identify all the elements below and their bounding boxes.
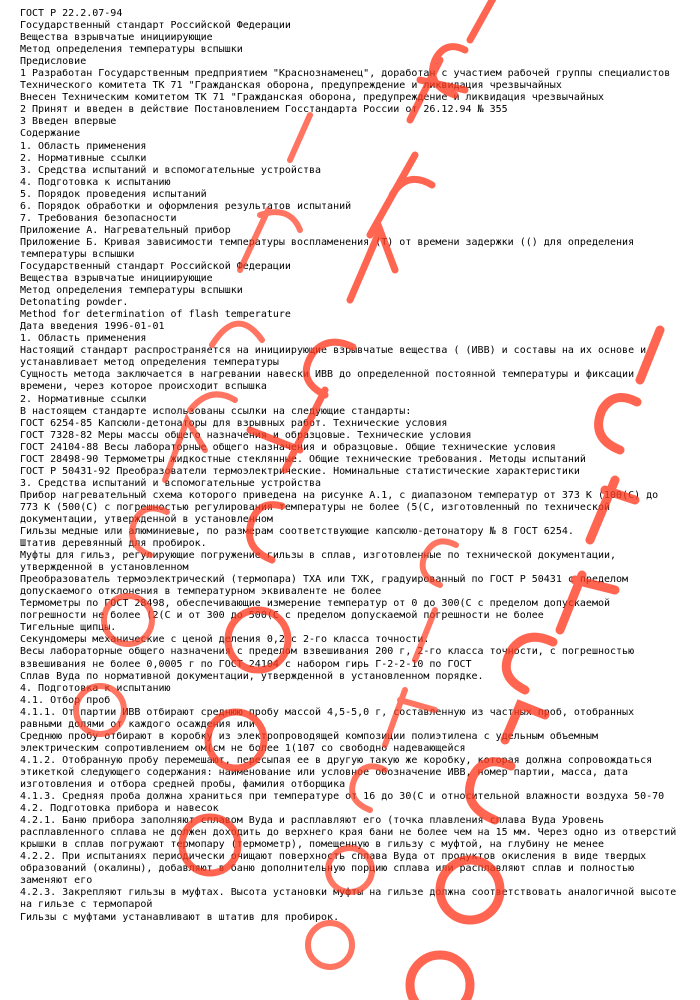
text-line: 4.2. Подготовка прибора и навесок	[20, 803, 219, 815]
text-line: Прибор нагревательный схема которого приведена на рисунке А.1, с диапазоном температур от 373 К (100(С) до 773 К (500(С) с погрешностью регулирования температуры не более (5(С, изготовленный по технической документации, утвержденной в установленном	[20, 489, 665, 525]
text-line: Секундомеры механические с ценой деления 0,2 с 2-го класса точности.	[20, 634, 430, 646]
text-line: Содержание	[20, 128, 81, 140]
text-line: Вещества взрывчатые инициирующие	[20, 32, 213, 44]
text-line: 4.1. Отбор проб	[20, 694, 111, 706]
text-line: Гильзы с муфтами устанавливают в штатив для пробирок.	[20, 911, 340, 923]
text-line: Приложение Б. Кривая зависимости температуры воспламенения (Т) от времени задержки (() для определения температуры вспышки	[20, 236, 641, 260]
text-line: ГОСТ 6254-85 Капсюли-детонаторы для взрывных работ. Технические условия	[20, 417, 448, 429]
text-line: 4.2.3. Закрепляют гильзы в муфтах. Высота установки муфты на гильзе должна соответствовать аналогичной высоте на гильзе с термопарой	[20, 887, 683, 911]
text-line: В настоящем стандарте использованы ссылки на следующие стандарты:	[20, 405, 412, 417]
text-line: 4.1.3. Средняя проба должна храниться при температуре от 16 до 30(С и относительной влажности воздуха 50-70	[20, 791, 665, 803]
text-line: 2. Нормативные ссылки	[20, 393, 147, 405]
text-line: Государственный стандарт Российской Федерации	[20, 260, 291, 272]
text-line: 4.2.2. При испытаниях периодически очищают поверхность сплава Вуда от продуктов окисления в виде твердых образований (окалины), добавляют в баню дополнительную порцию сплава или расплавляют сплав и полностью заменяют его	[20, 851, 653, 887]
text-line: Штатив деревянный для пробирок.	[20, 538, 207, 550]
text-line: Сущность метода заключается в нагревании навески ИВВ до определенной постоянной температуры и фиксации времени, через которое происходит вспышка	[20, 369, 641, 393]
text-line: Муфты для гильз, регулирующие погружение гильзы в сплав, изготовленные по технической документации, утвержденной в установленном	[20, 550, 623, 574]
text-line: Method for determination of flash temperature	[20, 309, 291, 321]
text-line: Дата введения 1996-01-01	[20, 321, 165, 333]
text-line: Вещества взрывчатые инициирующие	[20, 273, 213, 285]
text-line: Сплав Вуда по нормативной документации, утвержденной в установленном порядке.	[20, 670, 484, 682]
text-line: ГОСТ Р 50431-92 Преобразователи термоэлектрические. Номинальные статистические характеристики	[20, 465, 580, 477]
text-line: 6. Порядок обработки и оформления результатов испытаний	[20, 200, 352, 212]
text-line: 3 Введен впервые	[20, 116, 117, 128]
text-line: 7. Требования безопасности	[20, 212, 177, 224]
text-line: 2 Принят и введен в действие Постановлением Госстандарта России от 26.12.94 № 355	[20, 104, 508, 116]
document-body	[20, 8, 683, 924]
text-line: 4.1.1. От партии ИВВ отбирают среднюю пробу массой 4,5-5,0 г, составленную из частных проб, отобранных равными долями от каждого осаждения или	[20, 706, 641, 730]
text-line: Настоящий стандарт распространяется на инициирующие взрывчатые вещества ( (ИВВ) и составы на их основе и устанавливает метод определения температуры	[20, 345, 653, 369]
text-line: 4.2.1. Баню прибора заполняют сплавом Вуда и расплавляют его (точка плавления сплава Вуда Уровень расплавленного сплава не должен доходить до верхнего края бани не более чем на 15 мм. Через одно из отверстий крышки в сплав погружают термопару (термометр), помещенную в гильзу с муфтой, на глубину не менее	[20, 815, 683, 851]
text-line: Государственный стандарт Российской Федерации	[20, 20, 291, 32]
text-line: 1. Область применения	[20, 333, 147, 345]
text-line: Приложение А. Нагревательный прибор	[20, 224, 231, 236]
text-line: Гильзы медные или алюминиевые, по размерам соответствующие капсюлю-детонатору № 8 ГОСТ 6254.	[20, 526, 574, 538]
text-line: 5. Порядок проведения испытаний	[20, 188, 207, 200]
text-line: ГОСТ Р 22.2.07-94	[20, 8, 123, 19]
text-line: Тигельные щипцы.	[20, 622, 117, 634]
text-line: 2. Нормативные ссылки	[20, 152, 147, 164]
text-line: 3. Средства испытаний и вспомогательные устройства	[20, 477, 322, 489]
text-line: Термометры по ГОСТ 28498, обеспечивающие измерение температур от 0 до 300(С с пределом допускаемой погрешности не более (2(С и от 300 до 500(С с пределом допускаемой погрешности не более	[20, 598, 617, 622]
text-line: 1 Разработан Государственным предприятием "Краснознаменец", доработан с участием рабочей группы специалистов Технического комитета ТК 71 "Гражданская оборона, предупреждение и ликвидация чрезвычайных	[20, 68, 677, 92]
text-line: Преобразователь термоэлектрический (термопара) ТХА или ТХК, градуированный по ГОСТ Р 50431 с пределом допускаемого отклонения в температурном эквиваленте не более	[20, 574, 635, 598]
text-line: 1. Область применения	[20, 140, 147, 152]
text-line: Предисловие	[20, 56, 87, 68]
text-line: ГОСТ 7328-82 Меры массы общего назначения и образцовые. Технические условия	[20, 429, 472, 441]
text-line: 4.1.2. Отобранную пробу перемешают, пересыпая ее в другую такую же коробку, которая должна сопровождаться этикеткой следующего содержания: наименование или условное обозначение ИВВ, номер партии, масса, дата изготовления и отбора средней пробы, фамилия отборщика	[20, 754, 659, 790]
text-line: ГОСТ 24104-88 Весы лабораторные общего назначения и образцовые. Общие технические условия	[20, 441, 556, 453]
text-line: 3. Средства испытаний и вспомогательные устройства	[20, 164, 322, 176]
text-line: Метод определения температуры вспышки	[20, 44, 243, 56]
text-line: Внесен Техническим комитетом ТК 71 "Гражданская оборона, предупреждение и ликвидация чрезвычайных	[20, 92, 604, 104]
text-line: 4. Подготовка к испытанию	[20, 176, 171, 188]
text-line: ГОСТ 28498-90 Термометры жидкостные стеклянные. Общие технические требования. Методы испытаний	[20, 453, 586, 465]
text-line: Метод определения температуры вспышки	[20, 285, 243, 297]
text-line: 4. Подготовка к испытанию	[20, 682, 171, 694]
text-line: Detonating powder.	[20, 297, 129, 309]
text-line: Среднюю пробу отбирают в коробку из электропроводящей композиции полиэтилена с удельным объемным электрическим сопротивлением ом(см не более 1(107 со свободно надевающейся	[20, 730, 604, 754]
text-line: Весы лабораторные общего назначения с пределом взвешивания 200 г, 2-го класса точности, с погрешностью взвешивания не более 0,0005 г по ГОСТ 24104 с набором гирь Г-2-2-10 по ГОСТ	[20, 646, 641, 670]
